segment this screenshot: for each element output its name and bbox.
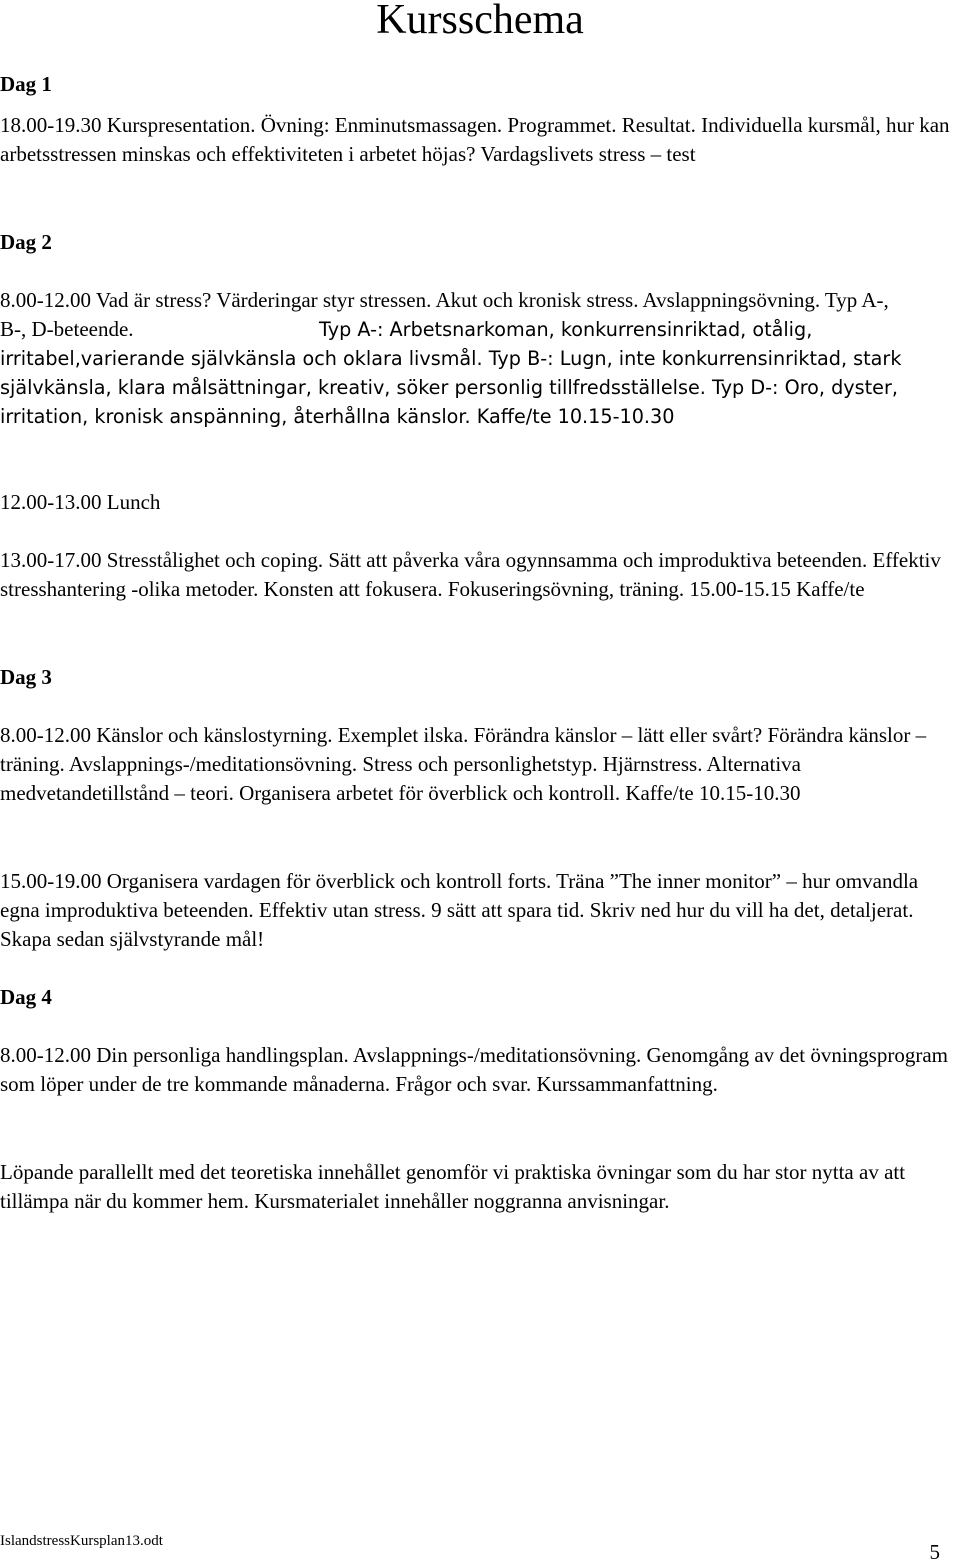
page-title: Kursschema: [376, 0, 584, 43]
day-3-morning-text: 8.00-12.00 Känslor och känslostyrning. Exemplet ilska. Förändra känslor – lätt eller svårt? Förändra känslor –träning. Avslappnings-/meditationsövning. Stress och personlighetstyp. Hjärnstress. Alternativa medvetandetillstånd – teori. Organisera arbetet för överblick och kontroll. Kaffe/te 10.15-10.30: [0, 723, 927, 805]
day-4-heading: Dag 4: [0, 985, 52, 1009]
day-1-session-text: 18.00-19.30 Kurspresentation. Övning: Enminutsmassagen. Programmet. Resultat. Individuella kursmål, hur kan arbetsstressen minskas och effektiviteten i arbetet höjas? Vardagslivets stress – test: [0, 113, 950, 166]
day-3-afternoon-text: 15.00-19.00 Organisera vardagen för överblick och kontroll forts. Träna ”The inner monitor” – hur omvandla egna improduktiva beteenden. Effektiv utan stress. 9 sätt att spara tid. Skriv ned hur du vill ha det, detaljerat. Skapa sedan självstyrande mål!: [0, 869, 919, 951]
closing-paragraph: Löpande parallellt med det teoretiska innehållet genomför vi praktiska övningar som du har stor nytta av att tillämpa när du kommer hem. Kursmaterialet innehåller noggranna anvisningar.: [0, 1160, 906, 1213]
day-2-types-text: Typ A-: Arbetsnarkoman, konkurrensinriktad, otålig, irritabel,varierande självkänsla och oklara livsmål. Typ B-: Lugn, inte konkurrensinriktad, stark självkänsla, klara målsättningar, kreativ, söker personlig tillfredsställelse. Typ D-: Oro, dyster, irritation, kronisk anspänning, återhållna känslor. Kaffe/te 10.15-10.30: [0, 318, 902, 428]
day-2-heading: Dag 2: [0, 230, 52, 254]
day-2-morning-text: 8.00-12.00 Vad är stress? Värderingar styr stressen. Akut och kronisk stress. Avslappningsövning. Typ A-, B-, D-beteende.: [0, 288, 889, 341]
day-1-heading: Dag 1: [0, 72, 52, 96]
day-4-morning-text: 8.00-12.00 Din personliga handlingsplan. Avslappnings-/meditationsövning. Genomgång av det övningsprogram som löper under de tre kommande månaderna. Frågor och svar. Kurssammanfattning.: [0, 1043, 948, 1096]
footer-page-number: 5: [929, 1540, 940, 1564]
day-2-lunch-text: 12.00-13.00 Lunch: [0, 490, 161, 514]
day-2-afternoon-text: 13.00-17.00 Stresstålighet och coping. Sätt att påverka våra ogynnsamma och improduktiva beteenden. Effektiv stresshantering -olika metoder. Konsten att fokusera. Fokuseringsövning, träning. 15.00-15.15 Kaffe/te: [0, 548, 941, 601]
day-3-heading: Dag 3: [0, 665, 52, 689]
footer-filename: IslandstressKursplan13.odt: [0, 1533, 163, 1549]
